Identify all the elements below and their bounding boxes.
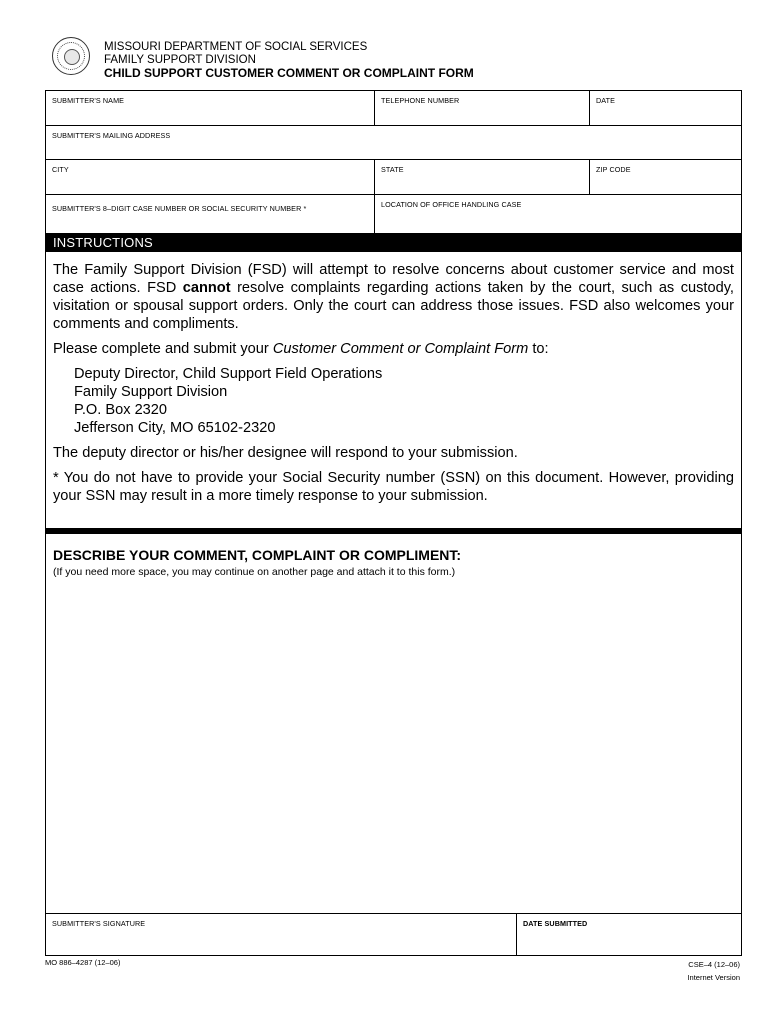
address-line-4: Jefferson City, MO 65102-2320 [74,420,276,436]
row-city-state-zip [46,160,741,195]
instructions-bar [46,233,741,252]
instructions-paragraph-4: * You do not have to provide your Social Security number (SSN) on this document. However, providing your SSN may result in a more timely response to your submission. [53,470,734,504]
comment-textarea[interactable] [48,583,739,911]
row-case-location [46,195,741,233]
office-location-field[interactable] [374,195,741,233]
signature-row [46,913,741,955]
telephone-label: TELEPHONE NUMBER [381,96,460,105]
describe-note: (If you need more space, you may continue on another page and attach it to this form.) [53,566,456,578]
complaint-form [45,90,742,956]
department-name: MISSOURI DEPARTMENT OF SOCIAL SERVICES [104,41,368,53]
division-name: FAMILY SUPPORT DIVISION [104,54,256,66]
instructions-body [53,261,734,512]
submitter-name-field[interactable] [46,91,374,125]
city-label: CITY [52,165,69,174]
describe-title: DESCRIBE YOUR COMMENT, COMPLAINT OR COMPLIMENT: [53,547,462,563]
date-submitted-field[interactable] [516,914,741,955]
form-header [104,41,474,80]
date-label: DATE [596,96,616,105]
p2-form-name: Customer Comment or Complaint Form [272,341,529,357]
case-number-label: SUBMITTER'S 8–DIGIT CASE NUMBER OR SOCIAL SECURITY NUMBER * [52,204,307,213]
address-line-1: Deputy Director, Child Support Field Operations [74,366,383,382]
zip-code-field[interactable] [589,160,741,194]
instructions-paragraph-2 [53,340,734,358]
cse-number: CSE–4 (12–06) [688,960,740,969]
address-line-3: P.O. Box 2320 [74,402,168,418]
p1-text-b: resolve complaints regarding actions taken by the court, such as custody, visitation or spousal support orders. Only the court can address those issues. FSD also welcomes your comments and compliments. [53,280,734,332]
office-location-label: LOCATION OF OFFICE HANDLING CASE [381,200,522,209]
state-seal-icon [52,37,90,75]
date-submitted-label: DATE SUBMITTED [523,919,588,928]
signature-label: SUBMITTER'S SIGNATURE [52,919,146,928]
p1-text-a: The Family Support Division (FSD) will attempt to resolve concerns about customer service and most case actions. FSD [53,262,734,296]
p2-text-a: Please complete and submit your [53,341,273,357]
address-line-2: Family Support Division [74,384,228,400]
footer-right-block [687,958,740,984]
zip-code-label: ZIP CODE [596,165,631,174]
mailing-address-field[interactable] [46,126,741,159]
instructions-paragraph-1 [53,261,734,333]
instructions-heading: INSTRUCTIONS [53,235,153,250]
date-field[interactable] [589,91,741,125]
state-label: STATE [381,165,404,174]
row-address [46,126,741,160]
telephone-field[interactable] [374,91,589,125]
submitter-name-label: SUBMITTER'S NAME [52,96,125,105]
form-title: CHILD SUPPORT CUSTOMER COMMENT OR COMPLAINT FORM [104,66,474,80]
instructions-paragraph-3: The deputy director or his/her designee will respond to your submission. [53,445,518,461]
p1-bold-cannot: cannot [182,280,231,296]
state-field[interactable] [374,160,589,194]
signature-field[interactable] [46,914,516,955]
mailing-address-label: SUBMITTER'S MAILING ADDRESS [52,131,171,140]
section-divider [46,528,741,534]
internet-version: Internet Version [687,973,740,982]
mailing-address-block [74,365,734,437]
row-name-phone-date [46,91,741,126]
form-number: MO 886–4287 (12–06) [45,958,121,967]
case-number-field[interactable] [46,195,374,233]
city-field[interactable] [46,160,374,194]
p2-text-b: to: [528,341,549,357]
